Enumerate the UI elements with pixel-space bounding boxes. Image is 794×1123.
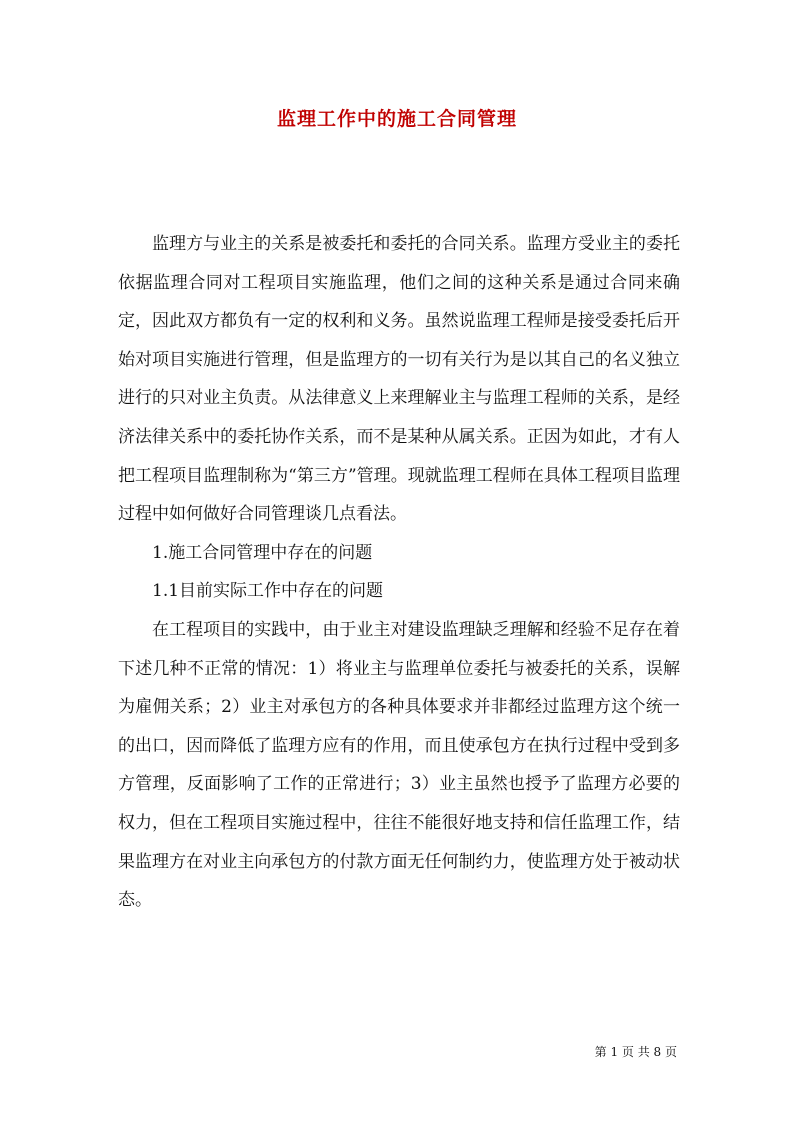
subsection-heading: 1.1目前实际工作中存在的问题 xyxy=(152,581,384,602)
section-heading: 1.施工合同管理中存在的问题 xyxy=(152,542,373,563)
paragraph-problems: 在工程项目的实践中，由于业主对建设监理缺乏理解和经验不足存在着下述几种不正常的情况：1）将业主与监理单位委托与被委托的关系，误解为雇佣关系；2）业主对承包方的各种具体要求并非都经过监理方这个统一的出口，因而降低了监理方应有的作用，而且使承包方在执行过程中受到多方管理，反面影响了工作的正常进行；3）业主虽然也授予了监理方必要的权力，但在工程项目实施过程中，往往不能很好地支持和信任监理工作，结果监理方在对业主向承包方的付款方面无任何制约力，使监理方处于被动状态。 xyxy=(118,619,680,911)
page-number: 第 1 页 共 8 页 xyxy=(594,1045,677,1059)
document-body xyxy=(118,225,680,920)
document-title: 监理工作中的施工合同管理 xyxy=(276,108,517,130)
paragraph-intro: 监理方与业主的关系是被委托和委托的合同关系。监理方受业主的委托依据监理合同对工程项目实施监理，他们之间的这种关系是通过合同来确定，因此双方都负有一定的权利和义务。虽然说监理工程师是接受委托后开始对项目实施进行管理，但是监理方的一切有关行为是以其自己的名义独立进行的只对业主负责。从法律意义上来理解业主与监理工程师的关系，是经济法律关系中的委托协作关系，而不是某种从属关系。正因为如此，才有人把工程项目监理制称为“第三方”管理。现就监理工程师在具体工程项目监理过程中如何做好合同管理谈几点看法。 xyxy=(118,234,680,525)
